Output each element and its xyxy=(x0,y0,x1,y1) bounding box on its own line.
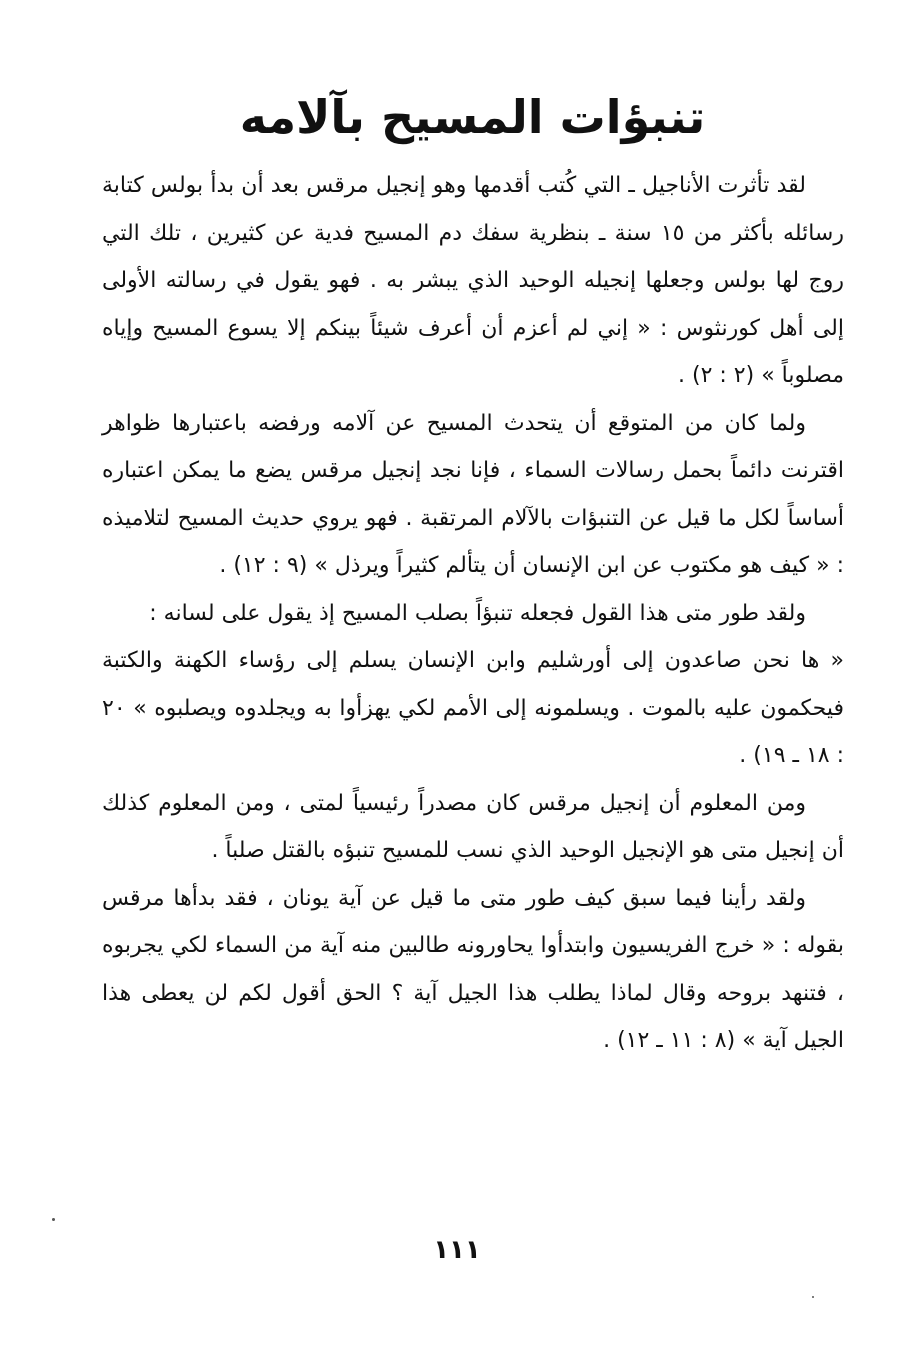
quote-paragraph: « ها نحن صاعدون إلى أورشليم وابن الإنسان يسلم إلى رؤساء الكهنة والكتبة فيحكمون عليه بالموت . ويسلمونه إلى الأمم لكي يهزأوا به ويجلدوه ويصلبوه » ٢٠ : ١٨ ـ ١٩) . xyxy=(102,648,844,768)
page-number: ١١١ xyxy=(433,1235,481,1265)
page-title: تنبؤات المسيح بآلامه xyxy=(239,90,706,144)
scan-speck xyxy=(52,1218,55,1221)
paragraph-5: ومن المعلوم أن إنجيل مرقس كان مصدراً رئيسياً لمتى ، ومن المعلوم كذلك أن إنجيل متى هو الإنجيل الوحيد الذي نسب للمسيح تنبؤه بالقتل صلباً . xyxy=(102,790,844,863)
paragraph-3: ولقد طور متى هذا القول فجعله تنبؤاً بصلب المسيح إذ يقول على لسانه : xyxy=(149,600,806,626)
paragraph-6: ولقد رأينا فيما سبق كيف طور متى ما قيل عن آية يونان ، فقد بدأها مرقس بقوله : « خرج الفريسيون وابتدأوا يحاورونه طالبين منه آية من السماء لكي يجربوه ، فتنهد بروحه وقال لماذا يطلب هذا الجيل آية ؟ الحق أقول لكم لن يعطى هذا الجيل آية » (٨ : ١١ ـ ١٢) . xyxy=(102,885,844,1053)
scan-speck xyxy=(812,1296,814,1298)
paragraph-2: ولما كان من المتوقع أن يتحدث المسيح عن آلامه ورفضه باعتبارها ظواهر اقترنت دائماً بحمل رسالات السماء ، فإنا نجد إنجيل مرقس يضع ما يمكن اعتباره أساساً لكل ما قيل عن التنبؤات بالآلام المرتقبة . فهو يروي حديث المسيح لتلاميذه : « كيف هو مكتوب عن ابن الإنسان أن يتألم كثيراً ويرذل » (٩ : ١٢) . xyxy=(102,410,844,578)
paragraph-1: لقد تأثرت الأناجيل ـ التي كُتب أقدمها وهو إنجيل مرقس بعد أن بدأ بولس كتابة رسائله بأكثر من ١٥ سنة ـ بنظرية سفك دم المسيح فدية عن كثيرين ، تلك التي روج لها بولس وجعلها إنجيله الوحيد الذي يبشر به . فهو يقول في رسالته الأولى إلى أهل كورنثوس : « إني لم أعزم أن أعرف شيئاً بينكم إلا يسوع المسيح وإياه مصلوباً » (٢ : ٢) . xyxy=(102,173,844,388)
body-text xyxy=(102,162,844,1065)
